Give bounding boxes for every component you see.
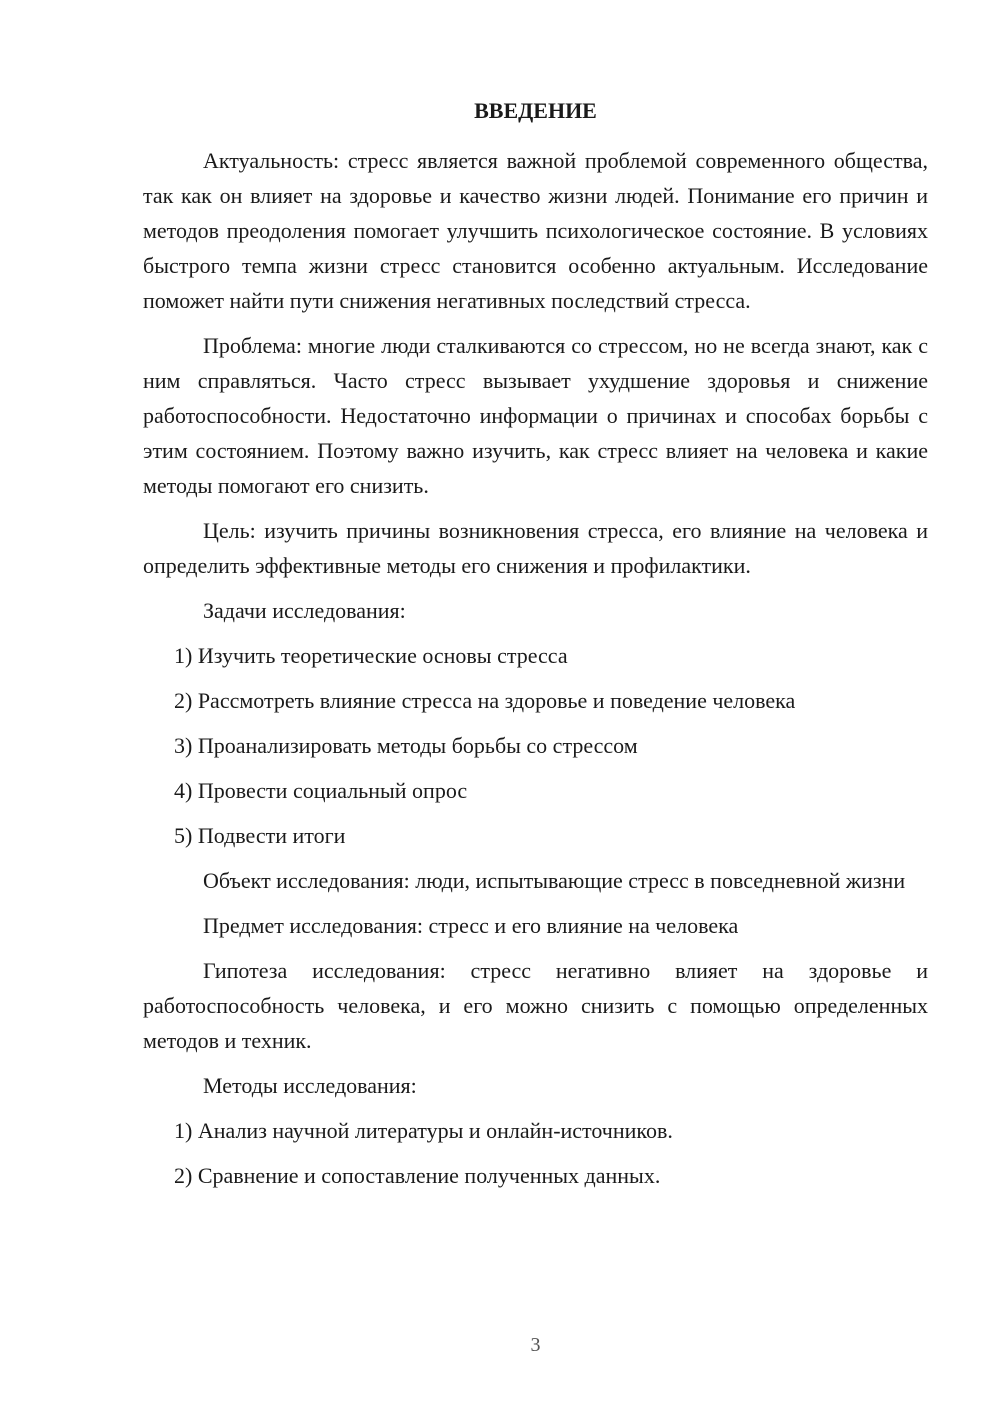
object-paragraph: Объект исследования: люди, испытывающие стресс в повседневной жизни xyxy=(203,868,906,893)
hypothesis-paragraph: Гипотеза исследования: стресс негативно влияет на здоровье и работоспособность человека, и его можно снизить с помощью определенных методов и техник. xyxy=(143,958,928,1053)
tasks-title: Задачи исследования: xyxy=(203,598,406,623)
list-item: 2) Сравнение и сопоставление полученных данных. xyxy=(174,1163,661,1188)
list-item: 5) Подвести итоги xyxy=(174,823,346,848)
methods-title: Методы исследования: xyxy=(203,1073,417,1098)
list-item: 2) Рассмотреть влияние стресса на здоровье и поведение человека xyxy=(174,688,796,713)
page-number: 3 xyxy=(530,1334,541,1356)
list-item: 3) Проанализировать методы борьбы со стрессом xyxy=(174,733,638,758)
document-page xyxy=(143,0,928,1414)
list-item: 1) Изучить теоретические основы стресса xyxy=(174,643,568,668)
subject-paragraph: Предмет исследования: стресс и его влияние на человека xyxy=(203,913,739,938)
list-item: 4) Провести социальный опрос xyxy=(174,778,468,803)
relevance-paragraph: Актуальность: стресс является важной проблемой современного общества, так как он влияет на здоровье и качество жизни людей. Понимание его причин и методов преодоления помогает улучшить психологическое состояние. В условиях быстрого темпа жизни стресс становится особенно актуальным. Исследование поможет найти пути снижения негативных последствий стресса. xyxy=(143,148,928,313)
problem-paragraph: Проблема: многие люди сталкиваются со стрессом, но не всегда знают, как с ним справляться. Часто стресс вызывает ухудшение здоровья и снижение работоспособности. Недостаточно информации о причинах и способах борьбы с этим состоянием. Поэтому важно изучить, как стресс влияет на человека и какие методы помогают его снизить. xyxy=(143,333,928,498)
goal-paragraph: Цель: изучить причины возникновения стресса, его влияние на человека и определить эффективные методы его снижения и профилактики. xyxy=(143,518,928,578)
document-body xyxy=(143,143,928,1203)
page-title: ВВЕДЕНИЕ xyxy=(474,98,597,123)
list-item: 1) Анализ научной литературы и онлайн-источников. xyxy=(174,1118,673,1143)
